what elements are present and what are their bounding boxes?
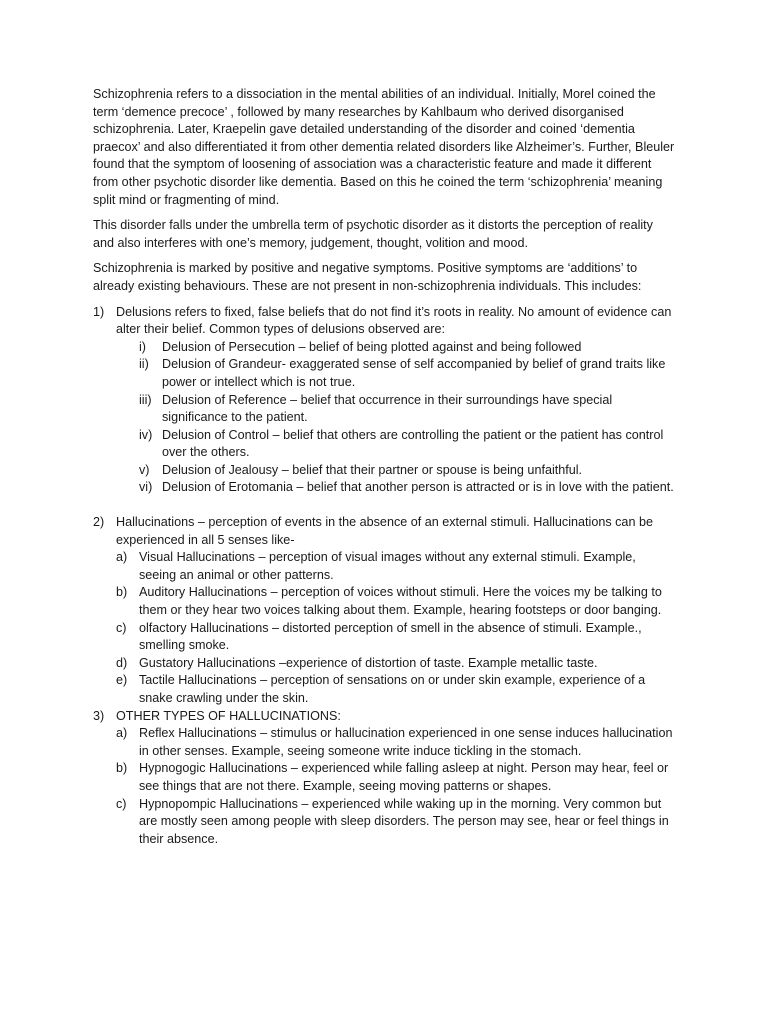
paragraph-intro: Schizophrenia refers to a dissociation in the mental abilities of an individual. Initially, Morel coined the term ‘demence precoce’ , followed by many researches by Kahlbaum who derived disorganised schizophrenia. Later, Kraepelin gave detailed understanding of the disorder and coined ‘dementia praecox’ and also differentiated it from other dementia related disorders like Alzheimer’s. Further, Bleuler found that the symptom of loosening of association was a characteristic feature and made it different from other psychotic disorder like dementia. Based on this he coined the term ‘schizophrenia’ meaning split mind or fragmenting of mind. [93,87,675,207]
sub-text: Gustatory Hallucinations –experience of distortion of taste. Example metallic taste. [139,655,598,670]
sub-item [116,549,676,584]
sub-number: b) [116,585,128,600]
sub-text: Delusion of Control – belief that others are controlling the patient or the patient has control over the others. [162,427,664,460]
sub-number: e) [116,673,128,688]
list-text: OTHER TYPES OF HALLUCINATIONS: [116,708,341,723]
sub-item [116,620,676,655]
sub-number: d) [116,655,128,670]
sub-item [116,655,676,673]
sub-text: Auditory Hallucinations – perception of voices without stimuli. Here the voices my be talking to them or they hear two voices talking about them. Example, hearing footsteps or door banging. [139,585,662,618]
spacer [93,497,676,514]
sub-number: c) [116,796,127,811]
sub-number: c) [116,620,127,635]
sub-text: Hypnogogic Hallucinations – experienced while falling asleep at night. Person may hear, feel or see things that are not there. Example, seeing moving patterns or shapes. [139,761,669,793]
sub-text: Visual Hallucinations – perception of visual images without any external stimuli. Example, seeing an animal or other patterns. [139,550,636,582]
paragraph-symptoms: Schizophrenia is marked by positive and negative symptoms. Positive symptoms are ‘additions’ to already existing behaviours. These are not present in non-schizophrenia individuals. This includes: [93,261,642,293]
list-number: 2) [93,515,105,530]
sub-item [139,356,676,391]
sub-text: Delusion of Erotomania – belief that another person is attracted or is in love with the patient. [162,480,674,495]
sub-number: iv) [139,427,153,442]
sub-item [139,479,676,497]
sub-number: i) [139,339,146,354]
list-text: Delusions refers to fixed, false beliefs that do not find it’s roots in reality. No amount of evidence can alter their belief. Common types of delusions observed are: [116,304,672,337]
sub-item [116,672,676,707]
paragraph-psychotic: This disorder falls under the umbrella term of psychotic disorder as it distorts the perception of reality and also interferes with one’s memory, judgement, thought, volition and mood. [93,218,653,250]
list-number: 1) [93,304,105,319]
sub-text: Delusion of Reference – belief that occurrence in their surroundings have special significance to the patient. [162,392,613,425]
sub-number: iii) [139,392,152,407]
sub-number: ii) [139,357,149,372]
sub-text: Hypnopompic Hallucinations – experienced while waking up in the morning. Very common but are mostly seen among people with sleep disorders. The person may see, hear or feel things in their absence. [139,796,669,846]
sub-number: a) [116,726,128,741]
sub-item [139,392,676,427]
list-item-other-types [93,708,676,726]
sub-item [116,760,676,795]
sub-item [116,725,676,760]
sub-item [139,427,676,462]
sub-number: v) [139,462,150,477]
list-item-hallucinations [93,514,676,549]
list-item-delusions [93,304,676,339]
sub-number: a) [116,550,128,565]
list-number: 3) [93,708,105,723]
sub-item [139,462,676,480]
sub-number: vi) [139,480,153,495]
sub-text: Reflex Hallucinations – stimulus or hallucination experienced in one sense induces hallucination in other senses. Example, seeing someone write induce tickling in the stomach. [139,726,673,758]
list-text: Hallucinations – perception of events in the absence of an external stimuli. Hallucinations can be experienced in all 5 senses like- [116,515,653,547]
sub-text: Delusion of Persecution – belief of being plotted against and being followed [162,339,582,354]
sub-item [116,584,676,619]
sub-text: olfactory Hallucinations – distorted perception of smell in the absence of stimuli. Example., smelling smoke. [139,620,642,653]
sub-number: b) [116,761,128,776]
sub-text: Delusion of Grandeur- exaggerated sense of self accompanied by belief of grand traits like power or intellect which is not true. [162,357,666,389]
sub-item [139,339,676,357]
sub-text: Tactile Hallucinations – perception of sensations on or under skin example, experience of a snake crawling under the skin. [139,673,646,705]
sub-text: Delusion of Jealousy – belief that their partner or spouse is being unfaithful. [162,462,583,477]
sub-item [116,796,676,849]
